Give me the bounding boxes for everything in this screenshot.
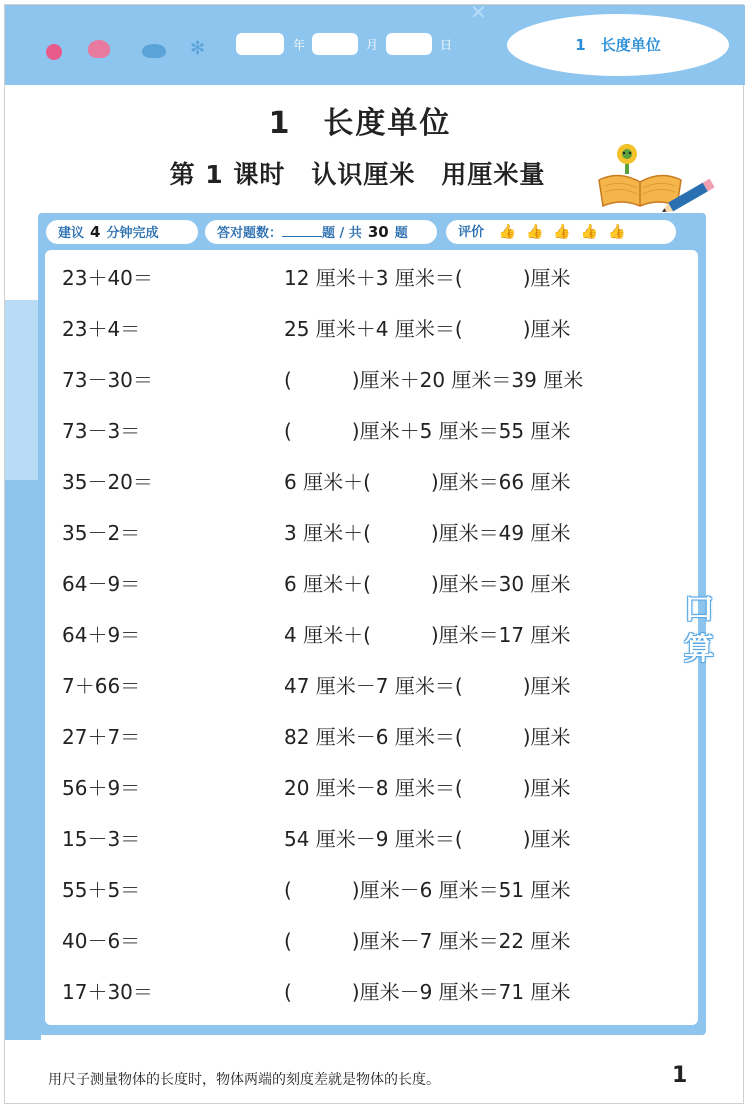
problem-left: 17＋30＝	[62, 980, 153, 1004]
problem-right: ( )厘米＋20 厘米＝39 厘米	[284, 368, 584, 392]
problem-left: 40－6＝	[62, 929, 141, 953]
cloud-sun-icon	[88, 40, 110, 58]
correct-suffix: 题	[394, 226, 408, 241]
lesson-title: 第 1 课时 认识厘米 用厘米量	[169, 160, 546, 189]
unit-label: 1 长度单位	[575, 36, 661, 54]
problem-left: 23＋40＝	[62, 266, 153, 290]
oral-calc-char: 口	[684, 592, 714, 627]
problem-left: 35－2＝	[62, 521, 141, 545]
chapter-title: 1 长度单位	[268, 106, 452, 141]
suggest-minutes: 4	[90, 223, 101, 241]
thumb-icon[interactable]: 👍	[608, 224, 626, 240]
problem-left: 35－20＝	[62, 470, 153, 494]
side-decoration-light	[5, 300, 41, 480]
month-field[interactable]	[312, 33, 358, 55]
year-label: 年	[293, 38, 306, 52]
day-field[interactable]	[386, 33, 432, 55]
oral-calc-label	[678, 590, 720, 670]
correct-mid: 题 / 共	[322, 226, 362, 241]
problem-right: 82 厘米－6 厘米＝( )厘米	[284, 725, 571, 749]
problem-right: 54 厘米－9 厘米＝( )厘米	[284, 827, 571, 851]
suggest-suffix: 分钟完成	[106, 226, 159, 241]
page-number: 1	[672, 1063, 688, 1088]
problem-left: 27＋7＝	[62, 725, 141, 749]
problem-right: 6 厘米＋( )厘米＝30 厘米	[284, 572, 571, 596]
problem-left: 7＋66＝	[62, 674, 141, 698]
problem-right: 25 厘米＋4 厘米＝( )厘米	[284, 317, 571, 341]
sun-icon	[46, 44, 62, 60]
problem-right: ( )厘米－6 厘米＝51 厘米	[284, 878, 571, 902]
suggest-prefix: 建议	[58, 226, 85, 241]
problem-right: 3 厘米＋( )厘米＝49 厘米	[284, 521, 571, 545]
problem-right: 6 厘米＋( )厘米＝66 厘米	[284, 470, 571, 494]
problem-right: ( )厘米＋5 厘米＝55 厘米	[284, 419, 571, 443]
correct-total: 30	[367, 223, 389, 241]
problem-left: 73－30＝	[62, 368, 153, 392]
problem-right: 4 厘米＋( )厘米＝17 厘米	[284, 623, 571, 647]
problem-left: 23＋4＝	[62, 317, 141, 341]
problem-right: ( )厘米－9 厘米＝71 厘米	[284, 980, 571, 1004]
year-field[interactable]	[236, 33, 284, 55]
problem-right: 47 厘米－7 厘米＝( )厘米	[284, 674, 571, 698]
footer-tip: 用尺子测量物体的长度时，物体两端的刻度差就是物体的长度。	[48, 1072, 440, 1088]
cloud-icon	[142, 44, 166, 58]
day-label: 日	[440, 38, 453, 52]
correct-count-blank[interactable]	[282, 222, 322, 237]
problem-left: 64－9＝	[62, 572, 141, 596]
correct-label: 答对题数：	[217, 226, 283, 241]
problem-right: 12 厘米＋3 厘米＝( )厘米	[284, 266, 571, 290]
rating-bar	[446, 220, 676, 244]
rating-label: 评价	[458, 225, 485, 240]
snow-icon: ✻	[190, 38, 206, 59]
thumb-icon[interactable]: 👍	[553, 224, 571, 240]
oral-calc-char: 算	[684, 632, 714, 667]
correct-count	[205, 220, 437, 244]
problem-right: ( )厘米－7 厘米＝22 厘米	[284, 929, 571, 953]
problem-left: 56＋9＝	[62, 776, 141, 800]
month-label: 月	[366, 38, 379, 52]
problem-left: 64＋9＝	[62, 623, 141, 647]
problem-left: 15－3＝	[62, 827, 141, 851]
decor-x-icon: ✕	[470, 0, 487, 24]
problem-left: 55＋5＝	[62, 878, 141, 902]
side-decoration	[5, 480, 41, 1040]
problem-left: 73－3＝	[62, 419, 141, 443]
thumb-icon[interactable]: 👍	[498, 224, 516, 240]
problem-right: 20 厘米－8 厘米＝( )厘米	[284, 776, 571, 800]
thumb-icon[interactable]: 👍	[580, 224, 599, 240]
thumb-icon[interactable]: 👍	[525, 224, 544, 240]
suggested-time	[46, 220, 198, 244]
